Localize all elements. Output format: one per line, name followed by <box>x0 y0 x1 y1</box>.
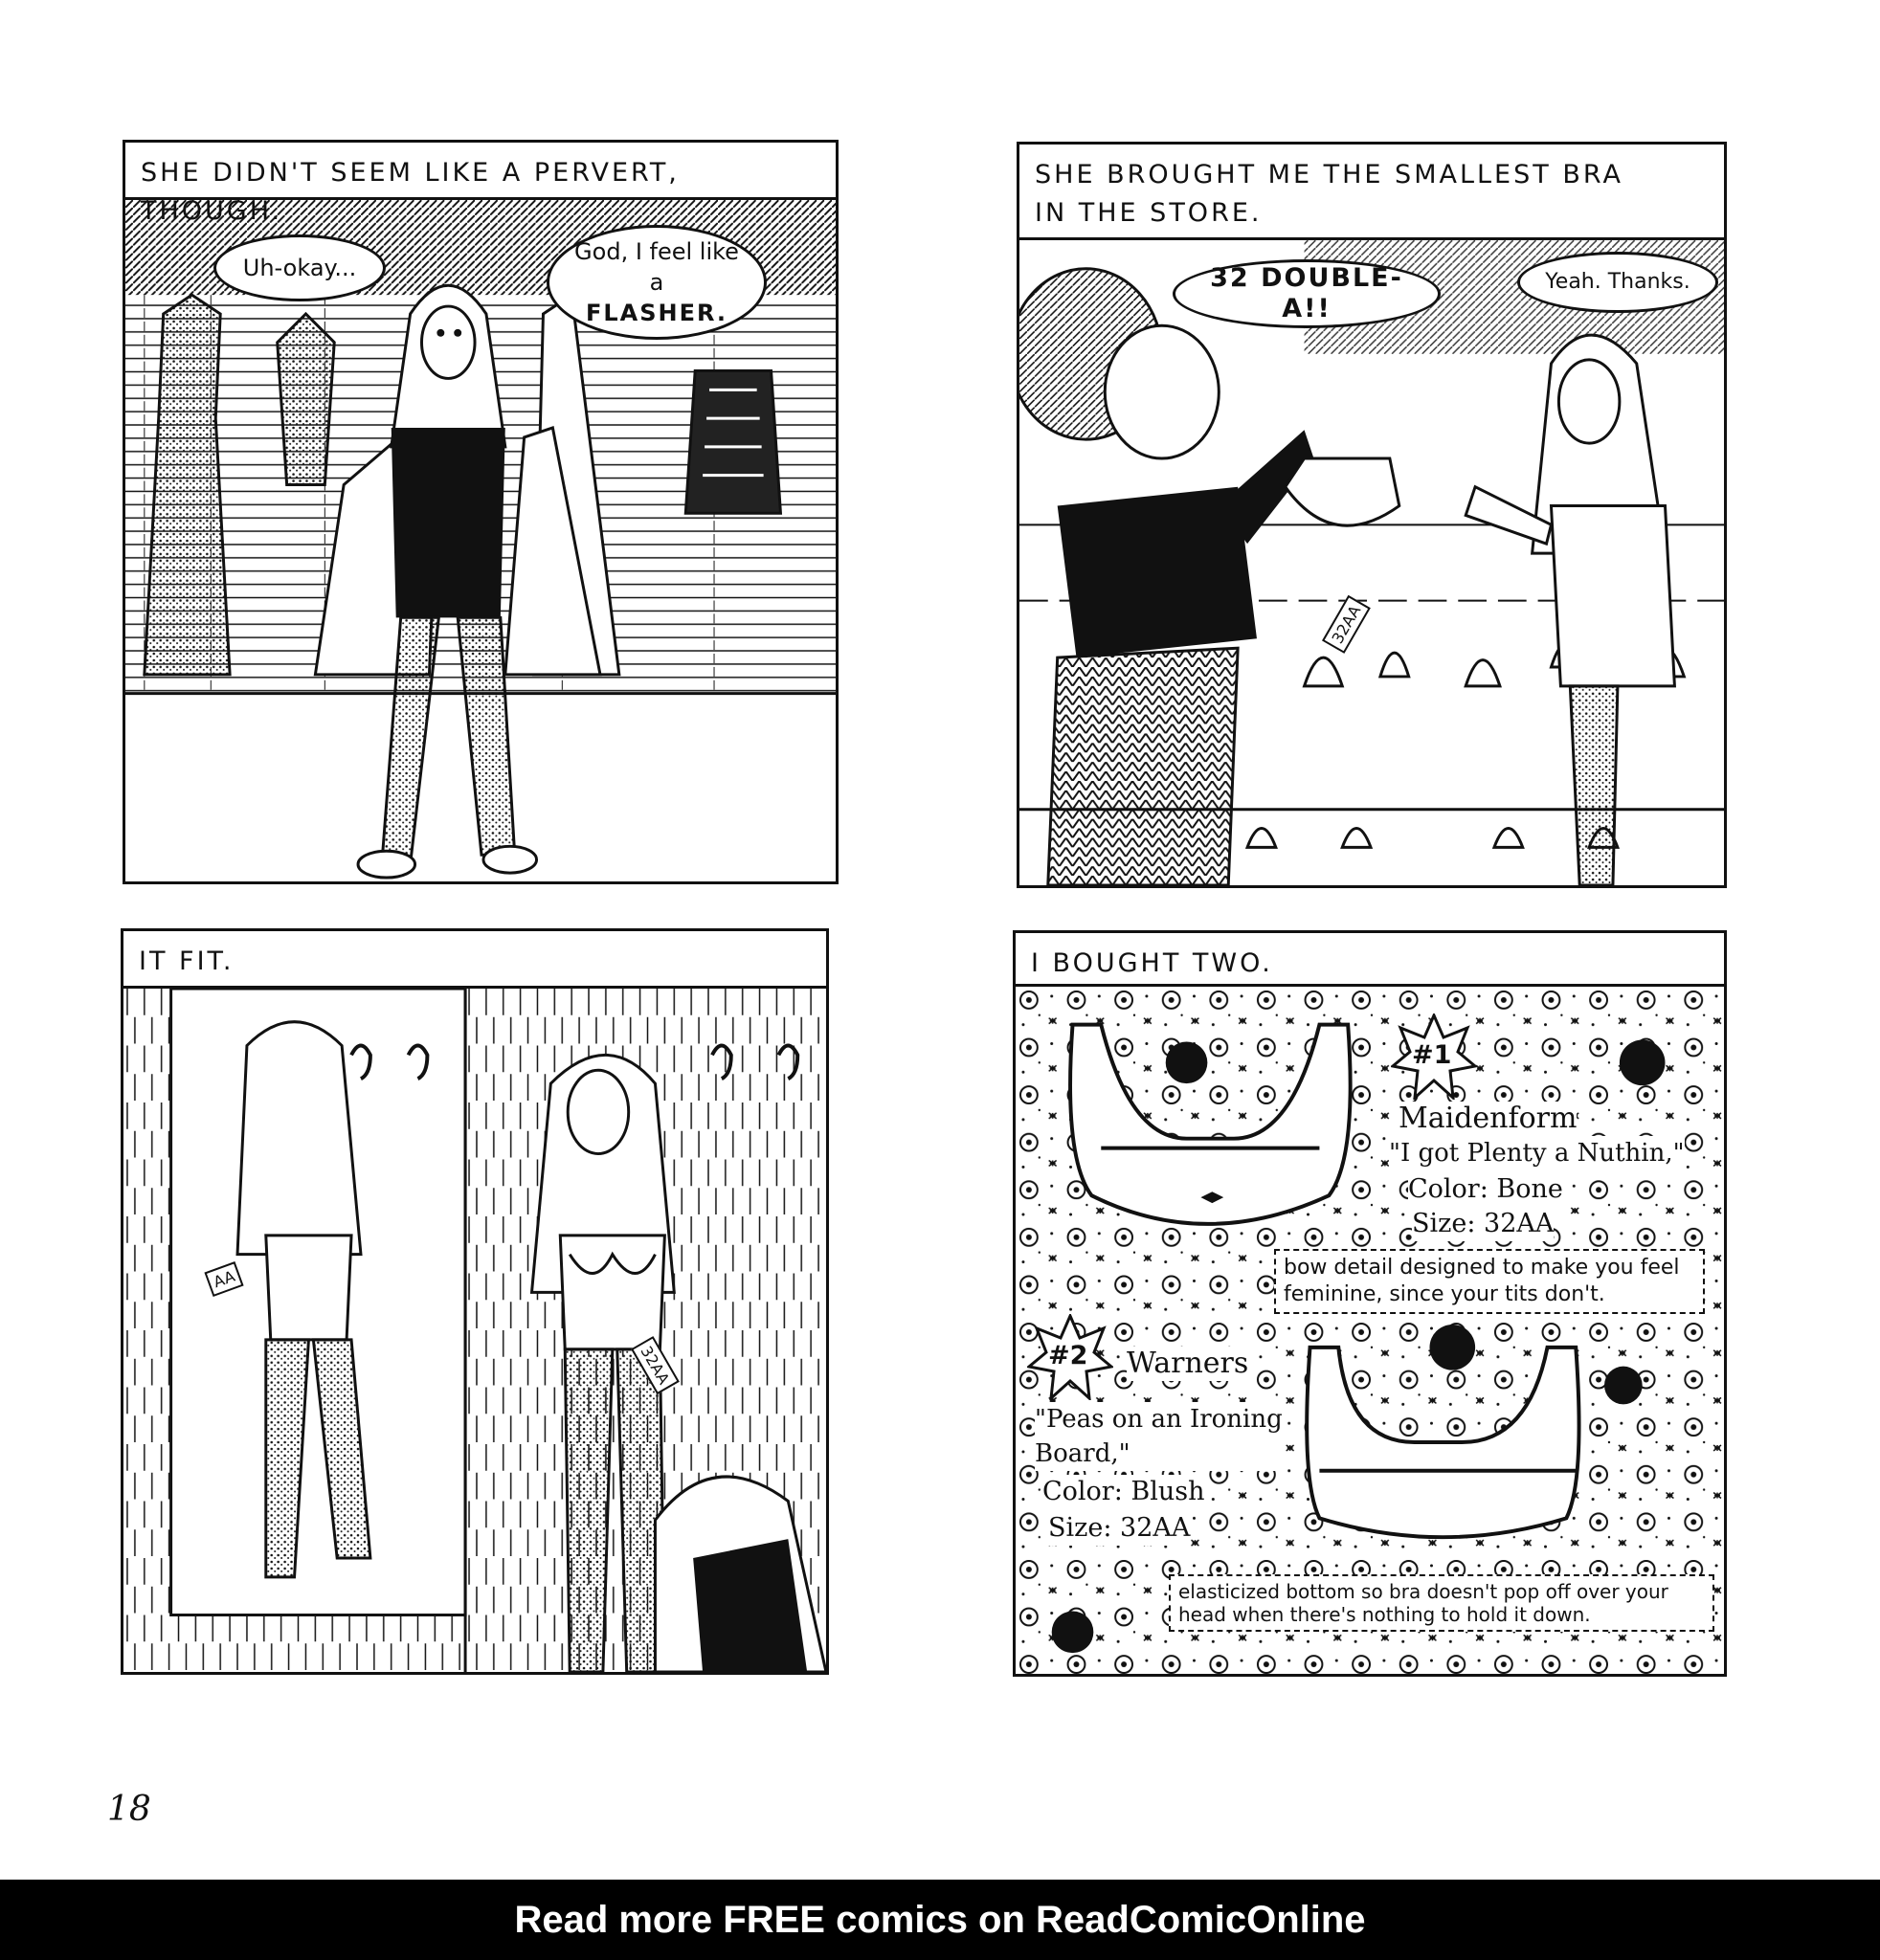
speech-bubble-uh-okay: Uh-okay... <box>213 234 386 301</box>
badge-1-label: #1 <box>1412 1040 1452 1070</box>
bra-catalog-drawing <box>1016 987 1724 1674</box>
badge-2-label: #2 <box>1048 1341 1088 1370</box>
footer-text[interactable]: Read more FREE comics on ReadComicOnline <box>514 1898 1366 1941</box>
panel-2 <box>1017 142 1727 888</box>
panel-3-art <box>123 989 826 1672</box>
panel-4-caption: I BOUGHT TWO. <box>1016 933 1724 987</box>
panel-2-art <box>1019 240 1724 885</box>
speech-bubble-32-double-a: 32 DOUBLE-A!! <box>1173 259 1441 328</box>
panel-3 <box>121 928 829 1675</box>
thought-text: God, I feel like a <box>574 238 739 296</box>
panel-1-caption: SHE DIDN'T SEEM LIKE A PERVERT, <box>125 143 836 200</box>
item-2-color: Color: Blush <box>1042 1475 1205 1509</box>
price-tag-aa: AA <box>204 1261 244 1297</box>
panel-4-art <box>1016 987 1724 1674</box>
item-1-brand: Maidenform <box>1399 1102 1578 1135</box>
item-1-note: bow detail designed to make you feel feminine, since your tits don't. <box>1274 1249 1705 1314</box>
item-1-size: Size: 32AA <box>1412 1207 1554 1241</box>
item-2-note: elasticized bottom so bra doesn't pop off over your head when there's nothing to hold it down. <box>1169 1574 1714 1632</box>
speech-bubble-yeah-thanks: Yeah. Thanks. <box>1517 252 1718 313</box>
item-1-name: "I got Plenty a Nuthin," <box>1389 1136 1685 1170</box>
footer-banner[interactable] <box>0 1880 1880 1960</box>
panel-4 <box>1013 930 1727 1677</box>
page-number: 18 <box>107 1790 151 1829</box>
item-1-color: Color: Bone <box>1408 1172 1563 1207</box>
bra-store-drawing <box>1019 240 1724 885</box>
item-2-size: Size: 32AA <box>1048 1511 1190 1546</box>
price-tag-32aa-fitting: 32AA <box>631 1336 680 1394</box>
thought-text-emphasis: FLASHER. <box>585 300 728 326</box>
item-2-name: "Peas on an Ironing Board," <box>1035 1402 1284 1471</box>
panel-1 <box>123 140 839 884</box>
panel-2-caption: SHE BROUGHT ME THE SMALLEST BRA IN THE STORE. <box>1019 145 1724 240</box>
item-2-brand: Warners <box>1127 1347 1249 1380</box>
thought-bubble-flasher <box>547 225 767 340</box>
panel-3-caption: IT FIT. <box>123 931 826 989</box>
price-tag-32aa: 32AA <box>1322 595 1371 654</box>
fitting-room-drawing <box>123 989 826 1672</box>
